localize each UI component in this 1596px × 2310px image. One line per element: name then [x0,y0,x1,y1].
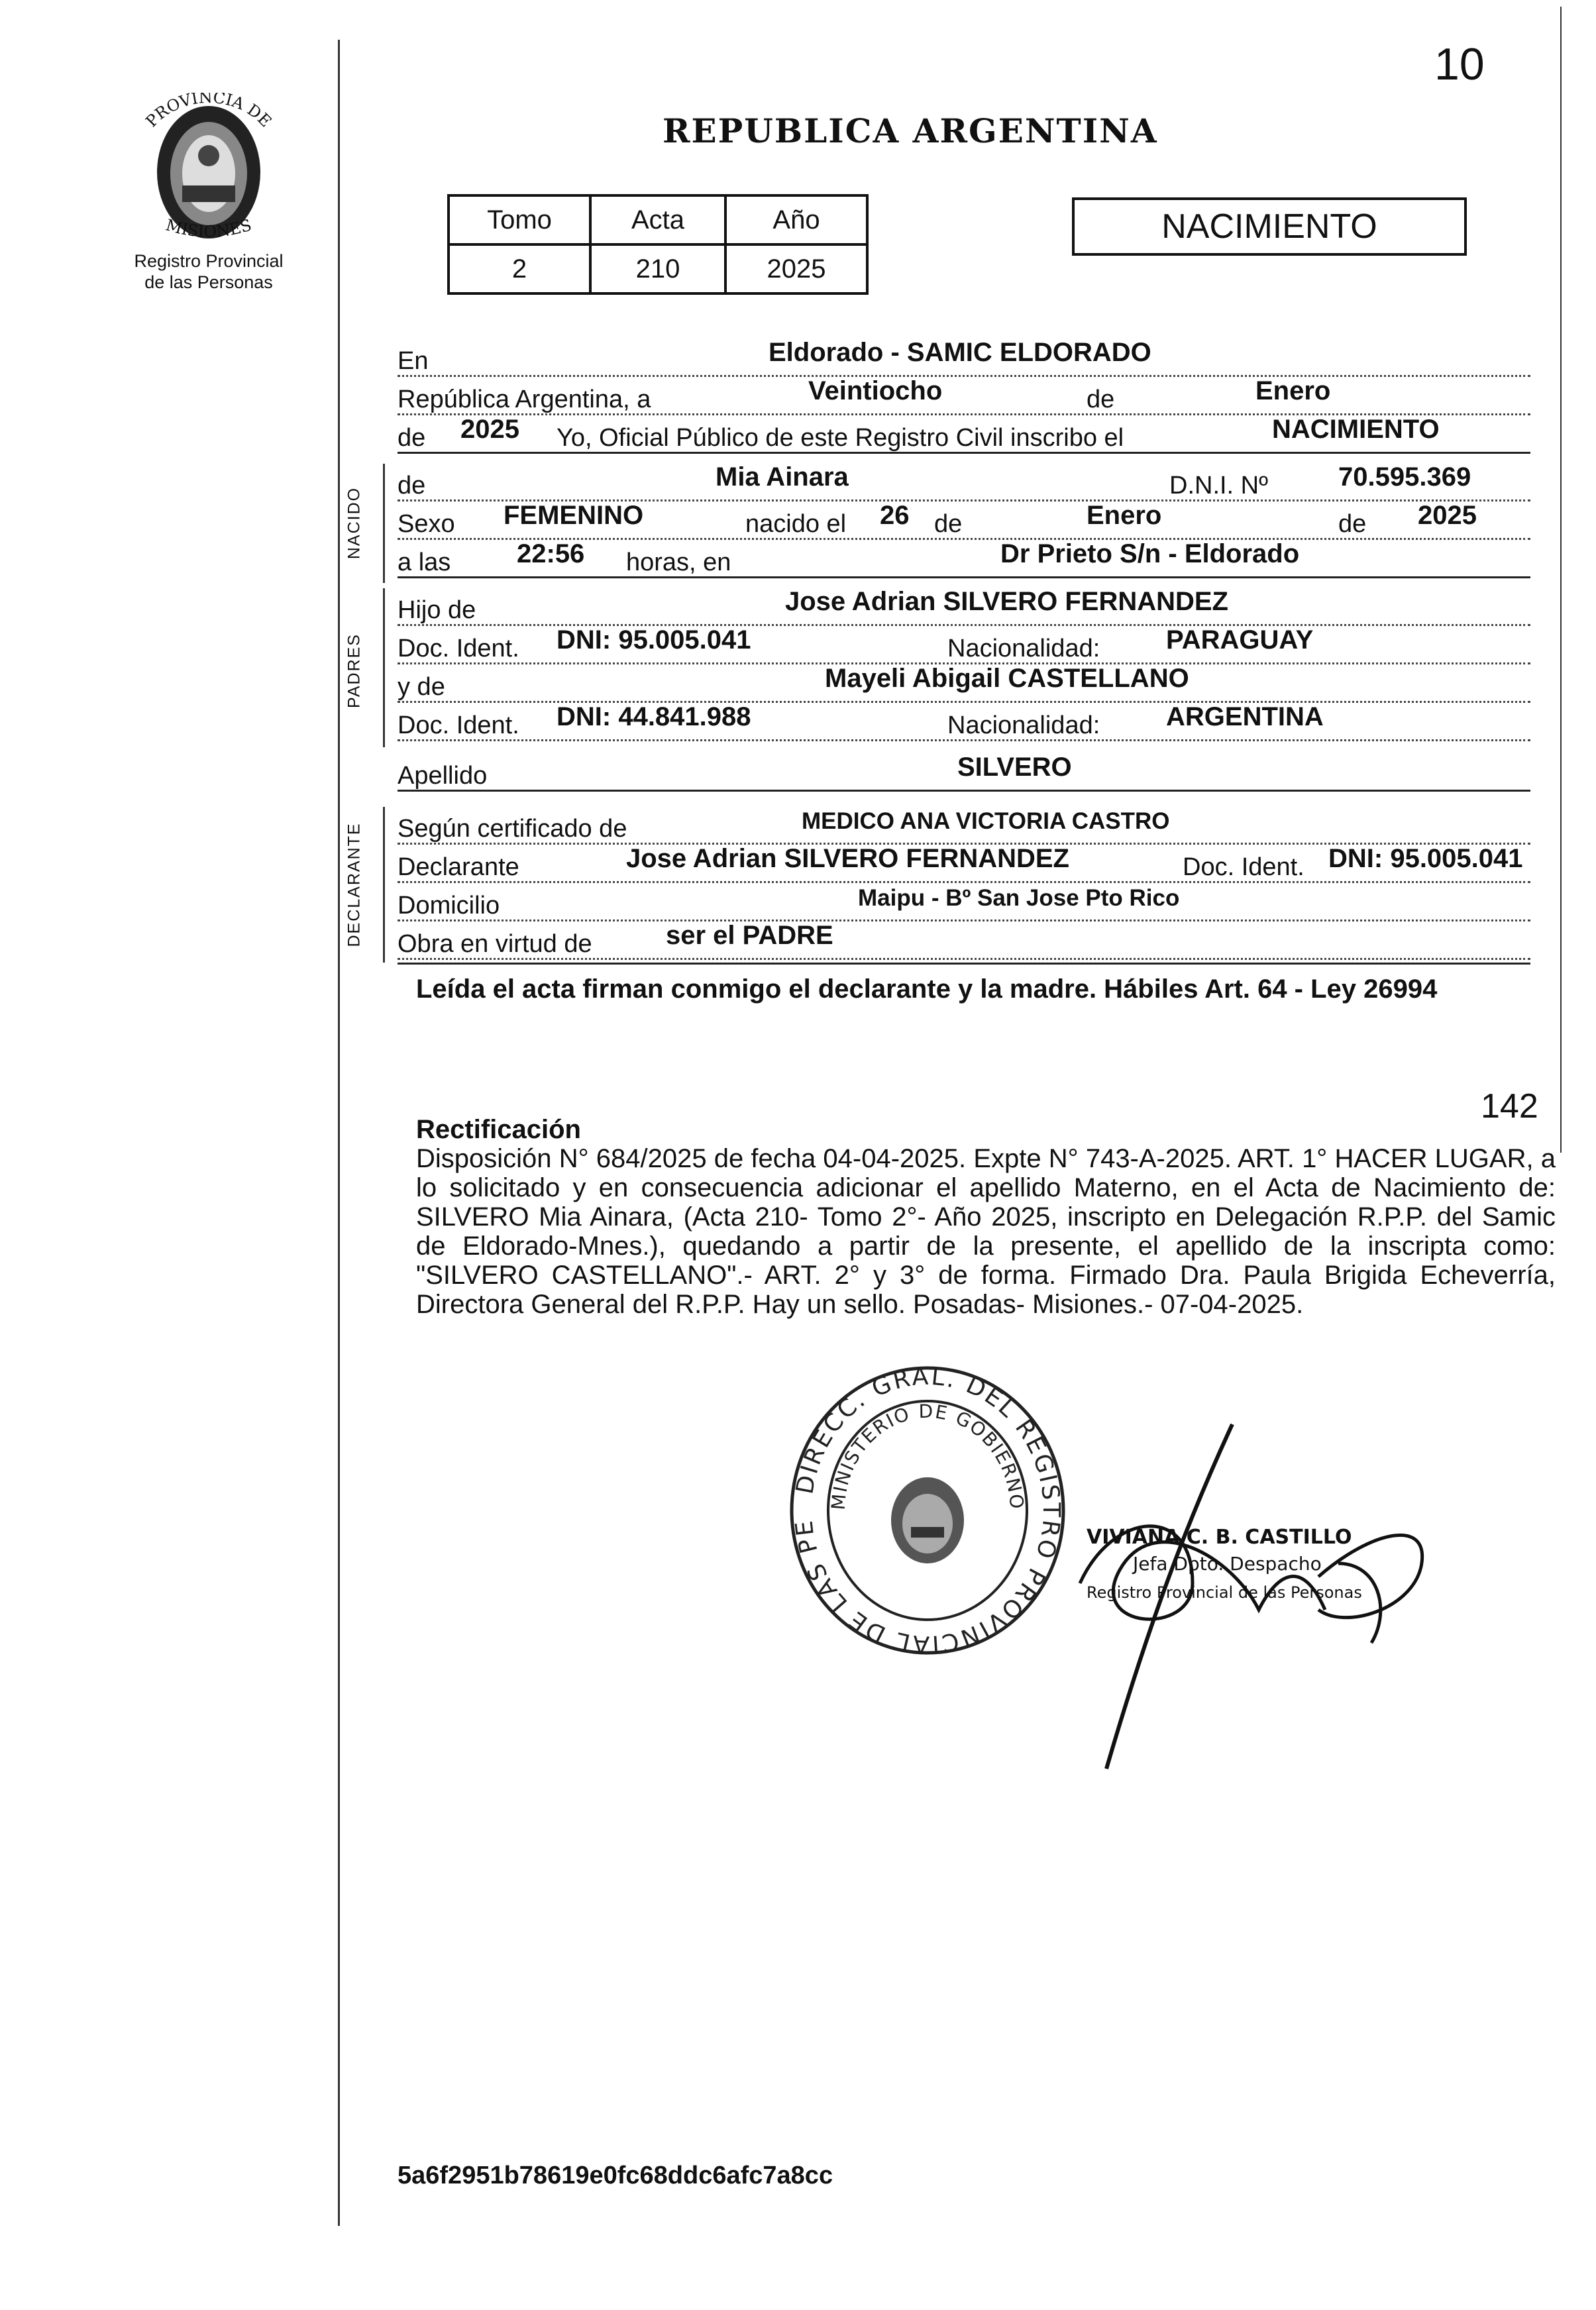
rectificacion-body: Disposición N° 684/2025 de fecha 04-04-2025. Expte N° 743-A-2025. ART. 1° HACER LUGAR, a lo solicitado y en consecuencia adicionar el apellido Materno, en el Acta de Nacimiento de: SILVERO Mia Ainara, (Acta 210- Tomo 2°- Año 2025, inscripto en Delegación R.P.P. del Samic de Eldorado-Mnes.), quedando a partir de la presente, el apellido de la inscripta como: "SILVERO CASTELLANO".- ART. 2° y 3° de forma. Firmado Dra. Paula Brigida Echeverría, Directora General del R.P.P. Hay un sello. Posadas- Misiones.- 07-04-2025. [416,1144,1556,1319]
logo-caption: Registro Provincial de las Personas [134,251,284,292]
month-value: Enero [1255,376,1331,405]
father-doc: DNI: 95.005.041 [557,625,751,655]
ano-header: Año [725,195,867,244]
section-nacido-label: NACIDO [345,486,364,560]
section-bar-nacido [383,464,385,583]
tomo-value: 2 [449,244,590,293]
svg-text:PROVINCIA DE: PROVINCIA DE [142,93,276,131]
child-dni: 70.595.369 [1338,462,1471,492]
svg-text:VIVIANA C. B. CASTILLO: VIVIANA C. B. CASTILLO [1087,1526,1352,1549]
svg-text:DIRECC. GRAL. DEL REGISTRO PRO: DIRECC. GRAL. DEL REGISTRO PROVINCIAL DE LAS PE [790,1365,1065,1656]
svg-text:MINISTERIO DE GOBIERNO: MINISTERIO DE GOBIERNO [827,1400,1028,1511]
tomo-header: Tomo [449,195,590,244]
day-words: Veintiocho [808,376,943,405]
inscribe-type: NACIMIENTO [1272,415,1440,444]
certificado-value: MEDICO ANA VICTORIA CASTRO [802,808,1170,834]
line-y-de: y de Mayeli Abigail CASTELLANO [398,664,1530,703]
registry-seal-icon [782,1365,1073,1656]
father-nationality: PARAGUAY [1166,625,1314,655]
document-type-box: NACIMIENTO [1072,197,1467,256]
svg-text:MISIONES: MISIONES [164,215,254,241]
birth-year: 2025 [1418,501,1477,530]
signature-stamp [1060,1411,1458,1785]
left-margin-line [338,40,340,2226]
birth-month: Enero [1087,501,1162,530]
page-number: 10 [1434,39,1485,89]
birth-day: 26 [880,501,910,530]
acta-value: 210 [590,244,725,293]
section-declarante-label: DECLARANTE [345,822,364,947]
document-hash: 5a6f2951b78619e0fc68ddc6afc7a8cc [398,2162,833,2189]
line-apellido: Apellido SILVERO [398,753,1530,792]
sexo-value: FEMENINO [504,501,644,530]
place-value: Eldorado - SAMIC ELDORADO [769,338,1151,367]
line-domicilio: Domicilio Maipu - Bº San Jose Pto Rico [398,882,1530,921]
year-value: 2025 [460,415,519,444]
obra-value: ser el PADRE [666,921,833,950]
line-father-doc: Doc. Ident. DNI: 95.005.041 Nacionalidad: PARAGUAY [398,625,1530,664]
line-republica: República Argentina, a Veintiocho de Enero [398,376,1530,415]
official-seal [782,1365,1073,1659]
line-sexo: Sexo FEMENINO nacido el 26 de Enero de 2025 [398,501,1530,540]
line-obra: Obra en virtud de ser el PADRE [398,921,1530,960]
registry-table [447,194,869,295]
mother-name: Mayeli Abigail CASTELLANO [825,664,1189,693]
closing-statement: Leída el acta firman conmigo el declarante y la madre. Hábiles Art. 64 - Ley 26994 [416,974,1438,1004]
line-hijo-de: Hijo de Jose Adrian SILVERO FERNANDEZ [398,587,1530,626]
mother-doc: DNI: 44.841.988 [557,702,751,731]
declarante-bottom-rule [398,963,1530,965]
apellido-value: SILVERO [957,753,1072,782]
svg-text:Registro Provincial de las Per: Registro Provincial de las Personas [1087,1583,1362,1602]
line-en: En Eldorado - SAMIC ELDORADO [398,338,1530,377]
section-padres-label: PADRES [345,633,364,708]
mother-nationality: ARGENTINA [1166,702,1324,731]
declarante-doc: DNI: 95.005.041 [1328,844,1523,873]
line-a-las: a las 22:56 horas, en Dr Prieto S/n - Eldorado [398,539,1530,578]
birth-place: Dr Prieto S/n - Eldorado [1000,539,1300,568]
section-bar-declarante [383,807,385,963]
line-de-year: de 2025 Yo, Oficial Público de este Registro Civil inscribo el NACIMIENTO [398,415,1530,454]
declarante-name: Jose Adrian SILVERO FERNANDEZ [626,844,1069,873]
section-bar-padres [383,588,385,747]
rectificacion-title: Rectificación [416,1115,581,1144]
misiones-coat-of-arms-icon [99,93,318,252]
line-nacido-name: de Mia Ainara D.N.I. Nº 70.595.369 [398,462,1530,501]
line-certificado: Según certificado de MEDICO ANA VICTORIA CASTRO [398,806,1530,845]
domicilio-value: Maipu - Bº San Jose Pto Rico [858,885,1180,911]
child-name: Mia Ainara [716,462,849,492]
document-title: REPUBLICA ARGENTINA [663,111,1158,150]
handwritten-signature-icon [1060,1411,1458,1782]
father-name: Jose Adrian SILVERO FERNANDEZ [785,587,1228,616]
line-declarante: Declarante Jose Adrian SILVERO FERNANDEZ Doc. Ident. DNI: 95.005.041 [398,844,1530,883]
annotation-number: 142 [1481,1087,1538,1126]
right-margin-line [1560,7,1562,1153]
line-mother-doc: Doc. Ident. DNI: 44.841.988 Nacionalidad: ARGENTINA [398,702,1530,741]
birth-time: 22:56 [517,539,585,568]
ano-value: 2025 [725,244,867,293]
svg-text:Jefa Dpto. Despacho: Jefa Dpto. Despacho [1133,1553,1322,1575]
acta-header: Acta [590,195,725,244]
